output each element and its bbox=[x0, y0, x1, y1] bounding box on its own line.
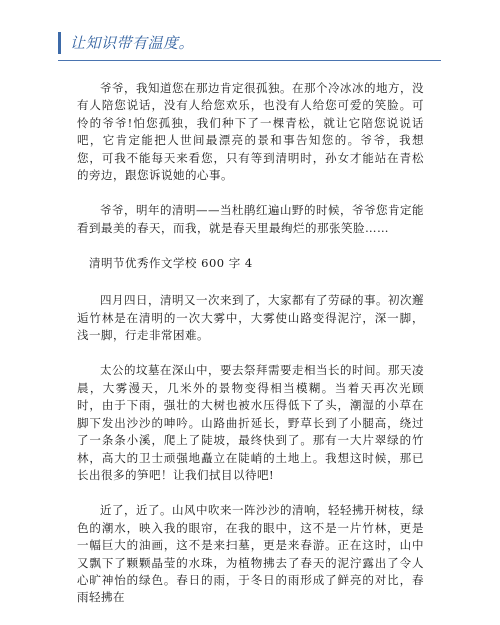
header-divider bbox=[58, 60, 441, 61]
paragraph-1: 爷爷，我知道您在那边肯定很孤独。在那个冷冰冰的地方，没有人陪您说话，没有人给您欢乐，也没有人给您可爱的笑脸。可怜的爷爷!怕您孤独，我们种下了一棵青松，就让它陪您说说话吧，它肯定能把人世间最漂亮的景和事告知您的。爷爷，我想您，可我不能每天来看您，只有等到清明时，孙女才能站在青松的旁边，跟您诉说她的心事。 bbox=[77, 81, 424, 183]
paragraph-3: 四月四日，清明又一次来到了，大家都有了劳碌的事。初次邂逅竹林是在清明的一次大雾中，大雾使山路变得泥泞，深一脚，浅一脚，行走非常困难。 bbox=[77, 293, 424, 343]
header-slogan: 让知识带有温度。 bbox=[70, 34, 195, 52]
paragraph-5: 近了，近了。山风中吹来一阵沙沙的清响，轻轻拂开树枝，绿色的潮水，映入我的眼帘，在我的眼中，这不是一片竹林，更是一幅巨大的油画，这不是来扫墓，更是来春游。正在这时，山中又飘下了颗颗晶莹的水珠，为植物拂去了春天的泥泞露出了令人心旷神怡的绿色。春日的雨，于冬日的雨形成了鲜亮的对比，春雨轻拂在 bbox=[77, 503, 424, 605]
header-accent-bar bbox=[58, 32, 61, 54]
article-body bbox=[77, 80, 424, 625]
paragraph-4: 太公的坟墓在深山中，要去祭拜需要走相当长的时间。那天凌晨，大雾漫天，几米外的景物变得相当模糊。当着天再次光顾时，由于下雨，强壮的大树也被水压得低下了头，潮湿的小草在脚下发出沙沙的呻吟。山路曲折延长，野草长到了小腿高，绕过了一条条小溪，爬上了陡坡，最终快到了。那有一大片翠绿的竹林，高大的卫士顽强地矗立在陡峭的土地上。我想这时候，那已长出很多的笋吧！让我们拭目以待吧! bbox=[77, 363, 424, 482]
section-heading: 清明节优秀作文学校 600 字 4 bbox=[89, 256, 253, 271]
paragraph-2: 爷爷，明年的清明——当杜鹃红遍山野的时候，爷爷您肯定能看到最美的春天，而我，就是春天里最绚烂的那张笑脸…… bbox=[77, 203, 424, 235]
